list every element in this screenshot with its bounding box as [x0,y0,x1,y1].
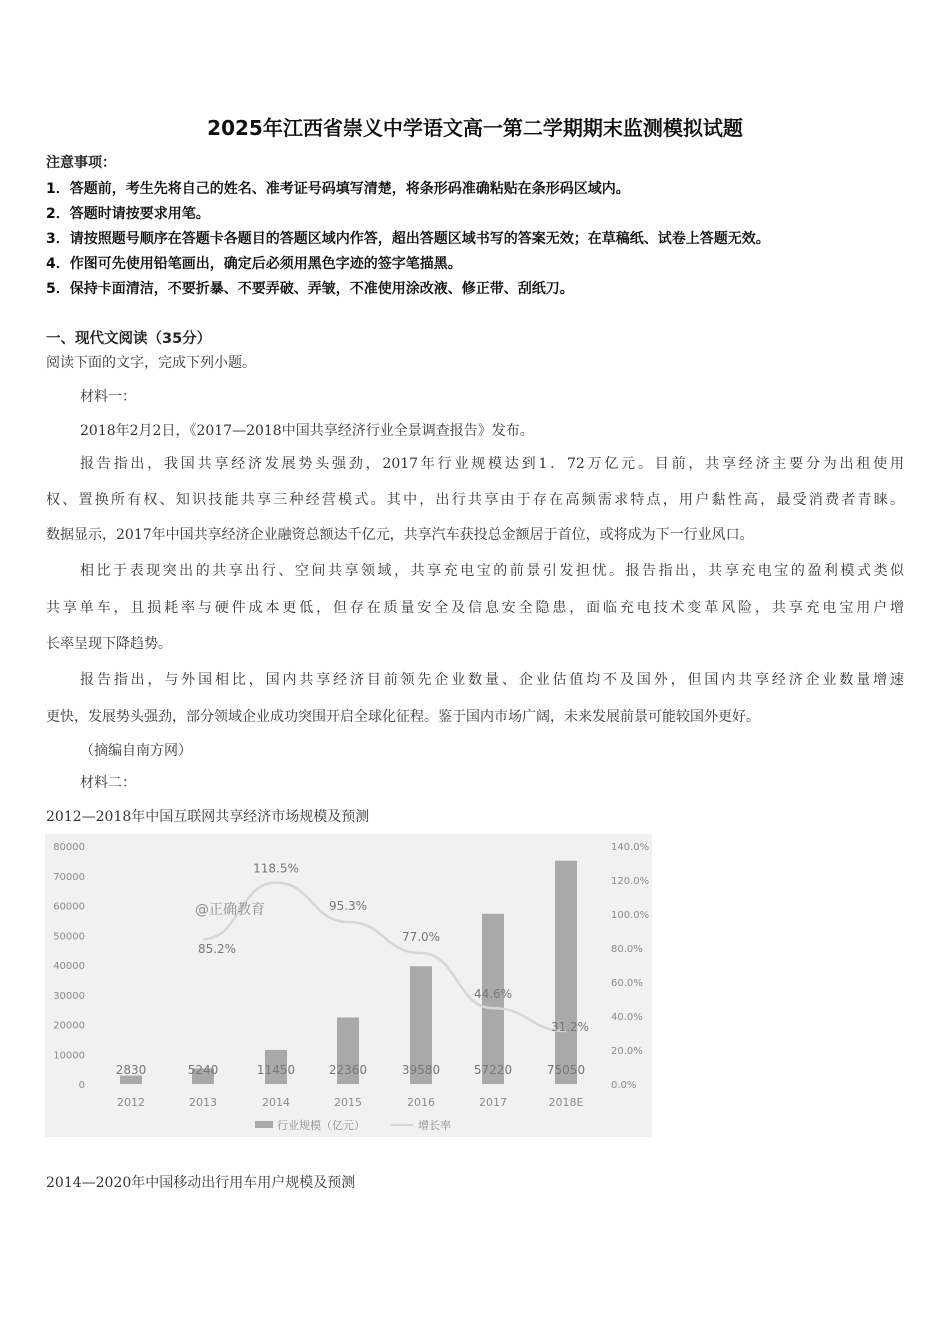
growth-rate-label: 77.0% [401,930,441,945]
growth-rate-label: 44.6% [473,987,513,1002]
growth-rate-label: 118.5% [253,861,299,876]
material1-paragraph-4-line: 报告指出，与外国相比，国内共享经济目前领先企业数量、企业估值均不及国外，但国内共享经济企业数量增速 [80,672,904,688]
legend-bar-label: 行业规模（亿元） [277,1119,365,1132]
x-tick-label: 2018E [548,1096,584,1109]
growth-rate-label: 31.2% [550,1019,590,1034]
bar-value-label: 22360 [328,1063,368,1077]
y-right-tick-label: 80.0% [611,944,643,955]
material1-paragraph-3-line: 相比于表现突出的共享出行、空间共享领域，共享充电宝的前景引发担忧。报告指出，共享充电宝的盈利模式类似 [80,563,904,579]
x-tick-label: 2016 [407,1096,435,1109]
chart1-caption: 2012—2018年中国互联网共享经济市场规模及预测 [46,809,370,825]
notice-item: 3．请按照题号顺序在答题卡各题目的答题区域内作答，超出答题区域书写的答案无效；在草稿纸、试卷上答题无效。 [46,231,770,247]
market-size-chart [45,834,652,1137]
section-heading: 一、现代文阅读（35分） [46,331,212,347]
y-left-tick-label: 40000 [53,961,85,972]
y-left-tick-label: 50000 [53,931,85,943]
y-right-tick-label: 20.0% [611,1046,643,1057]
page-title: 2025年江西省崇义中学语文高一第二学期期末监测模拟试题 [207,116,743,140]
y-left-tick-label: 30000 [53,990,85,1002]
bar-value-label: 11450 [256,1063,296,1077]
notice-item: 4．作图可先使用铅笔画出，确定后必须用黑色字迹的签字笔描黑。 [46,256,462,272]
chart2-caption: 2014—2020年中国移动出行用车用户规模及预测 [46,1175,356,1191]
y-right-tick-label: 60.0% [611,978,643,989]
bar-value-label: 75050 [546,1063,586,1077]
section-instruction: 阅读下面的文字，完成下列小题。 [46,355,256,371]
x-tick-label: 2014 [262,1096,290,1109]
y-right-tick-label: 120.0% [611,876,650,887]
x-tick-label: 2012 [117,1096,145,1109]
notice-item: 2．答题时请按要求用笔。 [46,206,210,222]
bar-value-label: 57220 [473,1063,513,1077]
x-tick-label: 2015 [334,1096,362,1109]
material2-label: 材料二： [80,775,136,791]
chart-canvas [45,834,652,1137]
bar-value-label: 2830 [115,1063,147,1077]
y-left-tick-label: 80000 [53,842,85,853]
notice-heading: 注意事项： [46,155,116,171]
y-right-tick-label: 100.0% [611,910,650,921]
material1-paragraph-4-line: 更快，发展势头强劲，部分领域企业成功突围开启全球化征程。鉴于国内市场广阔，未来发展前景可能较国外更好。 [46,709,760,725]
y-left-tick-label: 10000 [53,1050,85,1062]
y-right-tick-label: 0.0% [611,1080,637,1091]
bar-mark [555,861,577,1084]
y-left-tick-label: 0 [78,1080,85,1091]
material1-paragraph-2-line: 报告指出，我国共享经济发展势头强劲，2017年行业规模达到1．72万亿元。目前，共享经济主要分为出租使用 [80,456,904,472]
x-tick-label: 2017 [479,1096,507,1109]
y-left-tick-label: 70000 [53,871,85,883]
growth-rate-label: 95.3% [328,898,368,913]
y-right-tick-label: 140.0% [611,842,650,853]
notice-item: 1．答题前，考生先将自己的姓名、准考证号码填写清楚，将条形码准确粘贴在条形码区域内。 [46,181,630,197]
bar-value-label: 5240 [187,1063,219,1077]
y-left-tick-label: 20000 [53,1020,85,1032]
material1-paragraph-3-line: 共享单车，且损耗率与硬件成本更低，但存在质量安全及信息安全隐患，面临充电技术变革风险，共享充电宝用户增 [46,600,904,616]
x-tick-label: 2013 [189,1096,217,1109]
watermark: @正确教育 [195,902,265,918]
material1-label: 材料一： [80,389,136,405]
growth-rate-label: 85.2% [197,942,237,957]
material1-source: （摘编自南方网） [80,743,192,759]
material1-paragraph-2-line: 权、置换所有权、知识技能共享三种经营模式。其中，出行共享由于存在高频需求特点，用户黏性高，最受消费者青睐。 [46,492,904,508]
legend-bar-swatch [255,1121,273,1128]
material1-paragraph-1: 2018年2月2日，《2017—2018中国共享经济行业全景调查报告》发布。 [80,423,534,439]
notice-item: 5．保持卡面清洁，不要折暴、不要弄破、弄皱，不准使用涂改液、修正带、刮纸刀。 [46,281,574,297]
y-right-tick-label: 40.0% [611,1012,643,1023]
bar-value-label: 39580 [401,1063,441,1077]
material1-paragraph-2-line: 数据显示，2017年中国共享经济企业融资总额达千亿元，共享汽车获投总金额居于首位，或将成为下一行业风口。 [46,527,754,543]
legend-line-label: 增长率 [418,1119,451,1132]
material1-paragraph-3-line: 长率呈现下降趋势。 [46,636,172,652]
y-left-tick-label: 60000 [53,901,85,913]
